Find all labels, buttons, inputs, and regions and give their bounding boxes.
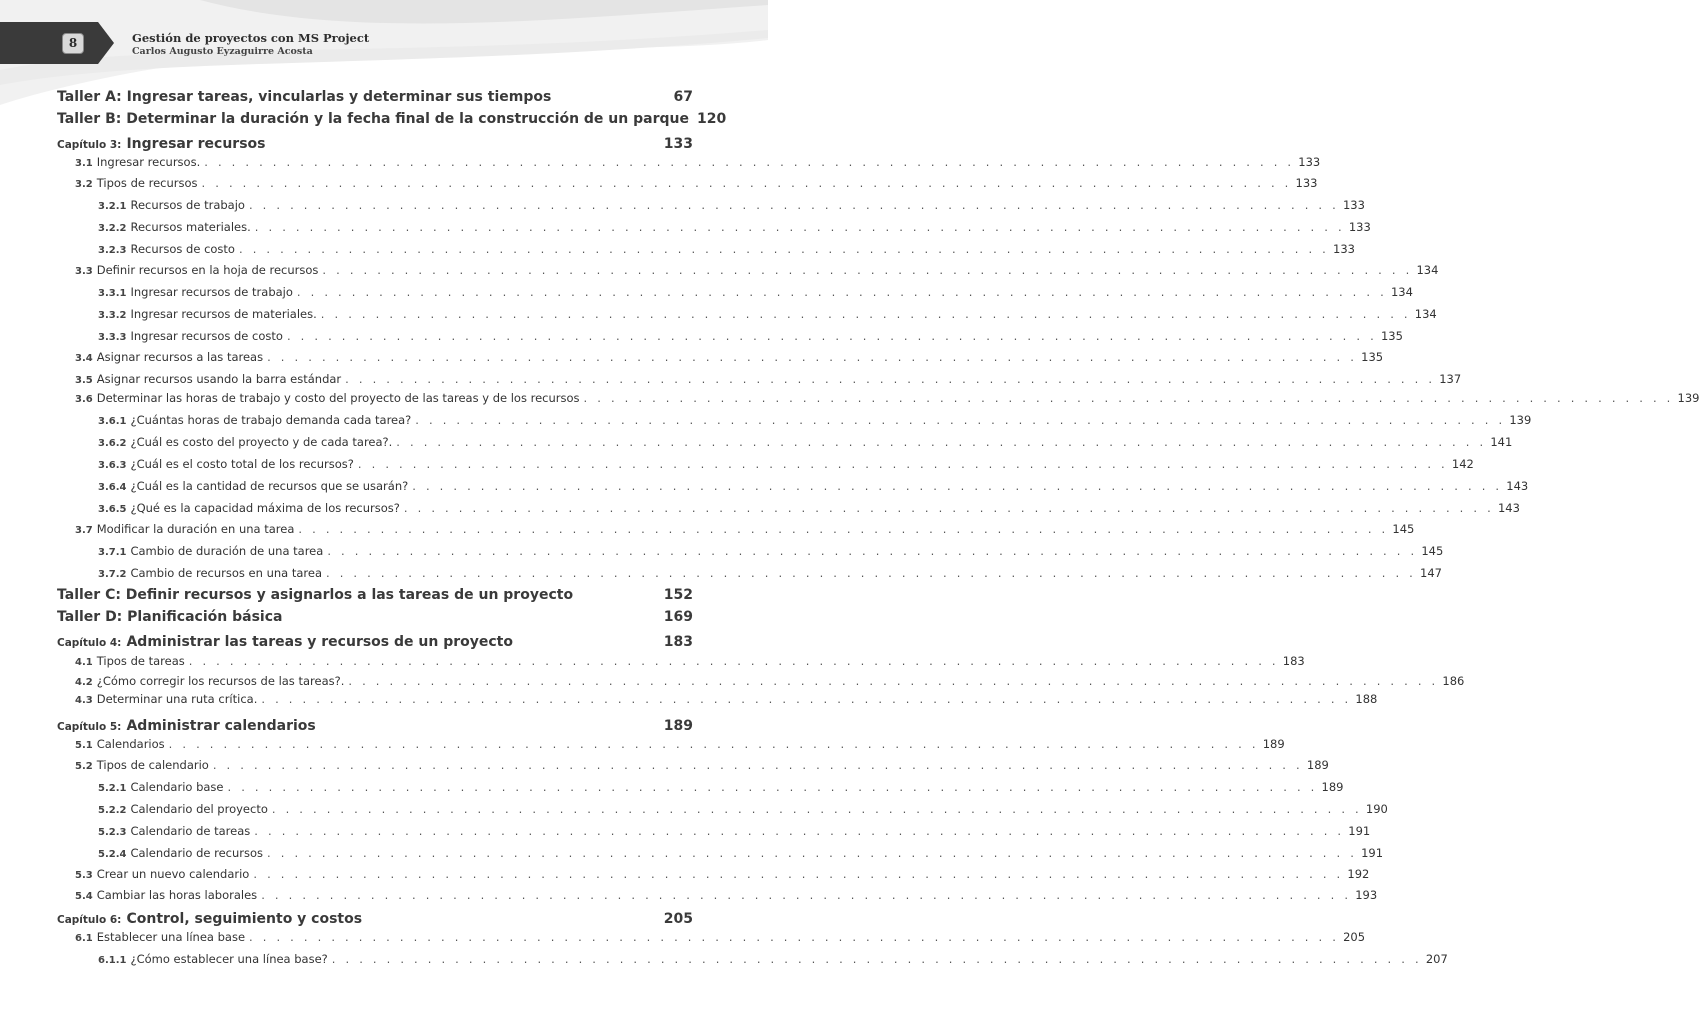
section-number: 5.2 bbox=[75, 761, 93, 772]
toc-entry bbox=[98, 824, 1371, 838]
dot-leader: . . . . . . . . . . . . . . . . . . . . . . . . . . . . . . . . . . . . . . . . . . . . . . . . . . . . . . . . . . . . . . . . . . . . . . . . . . . . . . . . bbox=[415, 413, 1506, 427]
toc-entry bbox=[75, 867, 1370, 881]
toc-entry bbox=[57, 609, 693, 625]
section-title: Asignar recursos a las tareas bbox=[96, 350, 264, 364]
toc-entry-text bbox=[57, 631, 513, 650]
section-title: Tipos de recursos bbox=[96, 176, 198, 190]
page-reference: 189 bbox=[663, 718, 693, 734]
toc-entry bbox=[75, 155, 1321, 169]
toc-entry-text bbox=[98, 435, 392, 449]
page-number: 8 bbox=[62, 33, 84, 54]
toc-entry bbox=[75, 391, 1700, 405]
toc-entry bbox=[75, 350, 1384, 364]
section-title: ¿Cuál es el costo total de los recursos? bbox=[130, 457, 354, 471]
page-reference: 67 bbox=[673, 89, 693, 105]
page-reference: 145 bbox=[1421, 544, 1444, 558]
dot-leader: . . . . . . . . . . . . . . . . . . . . . . . . . . . . . . . . . . . . . . . . . . . . . . . . . . . . . . . . . . . . . . . . . . . . . . . . . . . . . . . . bbox=[188, 654, 1279, 668]
toc-entry-text bbox=[75, 888, 257, 902]
dot-leader: . . . . . . . . . . . . . . . . . . . . . . . . . . . . . . . . . . . . . . . . . . . . . . . . . . . . . . . . . . . . . . . . . . . . . . . . . . . . . . . . bbox=[322, 263, 1413, 277]
section-title: ¿Cuál es la cantidad de recursos que se usarán? bbox=[130, 479, 409, 493]
dot-leader: . . . . . . . . . . . . . . . . . . . . . . . . . . . . . . . . . . . . . . . . . . . . . . . . . . . . . . . . . . . . . . . . . . . . . . . . . . . . . . . . bbox=[212, 758, 1303, 772]
toc-entry-text bbox=[75, 692, 257, 706]
section-title: Recursos de costo bbox=[130, 242, 235, 256]
page-reference: 193 bbox=[1355, 888, 1378, 902]
section-number: 4.1 bbox=[75, 657, 93, 668]
dot-leader: . . . . . . . . . . . . . . . . . . . . . . . . . . . . . . . . . . . . . . . . . . . . . . . . . . . . . . . . . . . . . . . . . . . . . . . . . . . . . . . . bbox=[248, 198, 1339, 212]
toc-entry-text bbox=[98, 413, 411, 427]
dot-leader: . . . . . . . . . . . . . . . . . . . . . . . . . . . . . . . . . . . . . . . . . . . . . . . . . . . . . . . . . . . . . . . . . . . . . . . . . . . . . . . . bbox=[227, 780, 1318, 794]
chapter-label: Capítulo 5: bbox=[57, 721, 122, 733]
dot-leader: . . . . . . . . . . . . . . . . . . . . . . . . . . . . . . . . . . . . . . . . . . . . . . . . . . . . . . . . . . . . . . . . . . . . . . . . . . . . . . . . bbox=[254, 824, 1345, 838]
page-reference: 183 bbox=[1282, 654, 1305, 668]
section-number: 5.2.4 bbox=[98, 849, 127, 860]
section-title: Establecer una línea base bbox=[96, 930, 246, 944]
section-number: 4.2 bbox=[75, 677, 93, 688]
section-title: Ingresar recursos de costo bbox=[130, 329, 283, 343]
page-reference: 183 bbox=[663, 634, 693, 650]
toc-entry-text bbox=[98, 544, 323, 558]
dot-leader: . . . . . . . . . . . . . . . . . . . . . . . . . . . . . . . . . . . . . . . . . . . . . . . . . . . . . . . . . . . . . . . . . . . . . . . . . . . . . . . . bbox=[204, 155, 1295, 169]
toc-entry-text: Taller B: Determinar la duración y la fecha final de la construcción de un parque bbox=[57, 111, 689, 127]
section-title: ¿Cuál es costo del proyecto y de cada tarea?. bbox=[130, 435, 393, 449]
toc-entry bbox=[75, 263, 1439, 277]
toc-entry-text bbox=[75, 350, 263, 364]
dot-leader: . . . . . . . . . . . . . . . . . . . . . . . . . . . . . . . . . . . . . . . . . . . . . . . . . . . . . . . . . . . . . . . . . . . . . . . . . . . . . . . . bbox=[238, 242, 1330, 256]
section-number: 3.2.3 bbox=[98, 245, 127, 256]
toc-entry bbox=[98, 435, 1513, 449]
page-reference: 120 bbox=[696, 111, 727, 127]
dot-leader: . . . . . . . . . . . . . . . . . . . . . . . . . . . . . . . . . . . . . . . . . . . . . . . . . . . . . . . . . . . . . . . . . . . . . . . . . . . . . . . . bbox=[254, 220, 1345, 234]
page-reference: 139 bbox=[1677, 391, 1700, 405]
dot-leader: . . . . . . . . . . . . . . . . . . . . . . . . . . . . . . . . . . . . . . . . . . . . . . . . . . . . . . . . . . . . . . . . . . . . . . . . . . . . . . . . bbox=[331, 952, 1422, 966]
dot-leader: . . . . . . . . . . . . . . . . . . . . . . . . . . . . . . . . . . . . . . . . . . . . . . . . . . . . . . . . . . . . . . . . . . . . . . . . . . . . . . . . bbox=[348, 674, 1439, 688]
section-number: 3.2.1 bbox=[98, 201, 127, 212]
toc-entry-text bbox=[57, 908, 362, 927]
section-title: ¿Cómo corregir los recursos de las tareas?. bbox=[96, 674, 345, 688]
chapter-title: Administrar las tareas y recursos de un proyecto bbox=[126, 634, 513, 650]
section-title: Modificar la duración en una tarea bbox=[96, 522, 295, 536]
section-title: Tipos de tareas bbox=[96, 654, 185, 668]
page-reference: 134 bbox=[1390, 285, 1413, 299]
section-title: Ingresar recursos. bbox=[96, 155, 201, 169]
section-number: 3.7.2 bbox=[98, 569, 127, 580]
page-reference: 189 bbox=[1321, 780, 1344, 794]
page-reference: 145 bbox=[1392, 522, 1415, 536]
section-number: 3.6.3 bbox=[98, 460, 127, 471]
section-number: 3.1 bbox=[75, 158, 93, 169]
book-title: Gestión de proyectos con MS Project bbox=[132, 31, 370, 45]
toc-entry bbox=[98, 329, 1403, 343]
section-title: Calendario del proyecto bbox=[130, 802, 268, 816]
chapter-title: Ingresar recursos bbox=[126, 136, 266, 152]
toc-entry-text bbox=[75, 372, 341, 386]
page-reference: 189 bbox=[1262, 737, 1285, 751]
dot-leader: . . . . . . . . . . . . . . . . . . . . . . . . . . . . . . . . . . . . . . . . . . . . . . . . . . . . . . . . . . . . . . . . . . . . . . . . . . . . . . . . bbox=[168, 737, 1259, 751]
section-title: Tipos de calendario bbox=[96, 758, 209, 772]
dot-leader: . . . . . . . . . . . . . . . . . . . . . . . . . . . . . . . . . . . . . . . . . . . . . . . . . . . . . . . . . . . . . . . . . . . . . . . . . . . . . . . . bbox=[583, 391, 1674, 405]
toc-entry bbox=[98, 846, 1384, 860]
toc-entry bbox=[98, 198, 1365, 212]
section-title: Recursos materiales. bbox=[130, 220, 251, 234]
toc-entry-text bbox=[98, 457, 354, 471]
page-reference: 133 bbox=[1295, 176, 1318, 190]
section-title: Calendarios bbox=[96, 737, 165, 751]
dot-leader: . . . . . . . . . . . . . . . . . . . . . . . . . . . . . . . . . . . . . . . . . . . . . . . . . . . . . . . . . . . . . . . . . . . . . . . . . . . . . . . . bbox=[267, 350, 1358, 364]
toc-entry-text bbox=[98, 285, 293, 299]
toc-entry bbox=[57, 89, 693, 105]
toc-entry bbox=[98, 566, 1442, 580]
toc-entry-text bbox=[98, 329, 283, 343]
dot-leader: . . . . . . . . . . . . . . . . . . . . . . . . . . . . . . . . . . . . . . . . . . . . . . . . . . . . . . . . . . . . . . . . . . . . . . . . . . . . . . . . bbox=[403, 501, 1494, 515]
dot-leader: . . . . . . . . . . . . . . . . . . . . . . . . . . . . . . . . . . . . . . . . . . . . . . . . . . . . . . . . . . . . . . . . . . . . . . . . . . . . . . . . bbox=[357, 457, 1448, 471]
toc-entry bbox=[75, 930, 1366, 944]
section-title: Recursos de trabajo bbox=[130, 198, 245, 212]
dot-leader: . . . . . . . . . . . . . . . . . . . . . . . . . . . . . . . . . . . . . . . . . . . . . . . . . . . . . . . . . . . . . . . . . . . . . . . . . . . . . . . . bbox=[412, 479, 1503, 493]
dot-leader: . . . . . . . . . . . . . . . . . . . . . . . . . . . . . . . . . . . . . . . . . . . . . . . . . . . . . . . . . . . . . . . . . . . . . . . . . . . . . . . . bbox=[296, 285, 1387, 299]
section-number: 6.1 bbox=[75, 933, 93, 944]
page-reference: 134 bbox=[1414, 307, 1437, 321]
toc-entry bbox=[57, 587, 693, 603]
dot-leader: . . . . . . . . . . . . . . . . . . . . . . . . . . . . . . . . . . . . . . . . . . . . . . . . . . . . . . . . . . . . . . . . . . . . . . . . . . . . . . . . bbox=[320, 307, 1411, 321]
page-reference: 141 bbox=[1490, 435, 1513, 449]
chapter-title: Control, seguimiento y costos bbox=[126, 911, 363, 927]
section-number: 3.3.3 bbox=[98, 332, 127, 343]
toc-entry bbox=[98, 952, 1448, 966]
dot-leader: . . . . . . . . . . . . . . . . . . . . . . . . . . . . . . . . . . . . . . . . . . . . . . . . . . . . . . . . . . . . . . . . . . . . . . . . . . . . . . . . bbox=[326, 566, 1417, 580]
dot-leader: . . . . . . . . . . . . . . . . . . . . . . . . . . . . . . . . . . . . . . . . . . . . . . . . . . . . . . . . . . . . . . . . . . . . . . . . . . . . . . . . bbox=[249, 930, 1340, 944]
toc-entry-text bbox=[98, 501, 400, 515]
section-title: Calendario base bbox=[130, 780, 224, 794]
dot-leader: . . . . . . . . . . . . . . . . . . . . . . . . . . . . . . . . . . . . . . . . . . . . . . . . . . . . . . . . . . . . . . . . . . . . . . . . . . . . . . . . bbox=[327, 544, 1418, 558]
toc-entry-text bbox=[98, 802, 268, 816]
dot-leader: . . . . . . . . . . . . . . . . . . . . . . . . . . . . . . . . . . . . . . . . . . . . . . . . . . . . . . . . . . . . . . . . . . . . . . . . . . . . . . . . bbox=[286, 329, 1377, 343]
section-number: 3.4 bbox=[75, 353, 93, 364]
toc-entry-text bbox=[75, 758, 209, 772]
toc-entry-text bbox=[75, 867, 249, 881]
section-number: 5.2.3 bbox=[98, 827, 127, 838]
toc-entry bbox=[98, 457, 1474, 471]
section-number: 5.2.1 bbox=[98, 783, 127, 794]
page-reference: 205 bbox=[1343, 930, 1366, 944]
toc-entry-text bbox=[98, 479, 408, 493]
toc-entry-text bbox=[57, 715, 316, 734]
toc-entry bbox=[98, 307, 1437, 321]
section-number: 3.5 bbox=[75, 375, 93, 386]
toc-entry bbox=[75, 692, 1378, 706]
toc-entry bbox=[75, 176, 1318, 190]
section-number: 3.2.2 bbox=[98, 223, 127, 234]
page-reference: 142 bbox=[1451, 457, 1474, 471]
page-reference: 133 bbox=[1348, 220, 1371, 234]
toc-entry bbox=[57, 111, 727, 127]
section-title: Determinar las horas de trabajo y costo del proyecto de las tareas y de los recursos bbox=[96, 391, 580, 405]
toc-entry-text bbox=[98, 780, 224, 794]
toc-entry bbox=[57, 631, 693, 650]
section-number: 3.7 bbox=[75, 525, 93, 536]
dot-leader: . . . . . . . . . . . . . . . . . . . . . . . . . . . . . . . . . . . . . . . . . . . . . . . . . . . . . . . . . . . . . . . . . . . . . . . . . . . . . . . . bbox=[253, 867, 1344, 881]
section-title: Cambio de duración de una tarea bbox=[130, 544, 324, 558]
section-number: 3.3.1 bbox=[98, 288, 127, 299]
toc-entry-text: Taller D: Planificación básica bbox=[57, 609, 283, 625]
page-reference: 133 bbox=[1298, 155, 1321, 169]
page-reference: 186 bbox=[1442, 674, 1465, 688]
toc-entry bbox=[57, 908, 693, 927]
page-reference: 205 bbox=[663, 911, 693, 927]
page-reference: 143 bbox=[1506, 479, 1529, 493]
page-reference: 137 bbox=[1439, 372, 1462, 386]
section-title: Cambio de recursos en una tarea bbox=[130, 566, 322, 580]
section-title: ¿Cómo establecer una línea base? bbox=[130, 952, 328, 966]
toc-entry bbox=[98, 285, 1413, 299]
page-reference: 152 bbox=[663, 587, 693, 603]
chapter-label: Capítulo 3: bbox=[57, 139, 122, 151]
page-reference: 139 bbox=[1509, 413, 1532, 427]
section-title: Calendario de tareas bbox=[130, 824, 251, 838]
toc-entry bbox=[75, 372, 1462, 386]
chapter-label: Capítulo 6: bbox=[57, 914, 122, 926]
dot-leader: . . . . . . . . . . . . . . . . . . . . . . . . . . . . . . . . . . . . . . . . . . . . . . . . . . . . . . . . . . . . . . . . . . . . . . . . . . . . . . . . bbox=[201, 176, 1292, 190]
toc-entry-text bbox=[75, 654, 185, 668]
section-title: Cambiar las horas laborales bbox=[96, 888, 258, 902]
page-reference: 135 bbox=[1361, 350, 1384, 364]
toc-entry bbox=[98, 802, 1388, 816]
toc-entry-text bbox=[98, 824, 250, 838]
toc-entry-text: Taller A: Ingresar tareas, vincularlas y determinar sus tiempos bbox=[57, 89, 552, 105]
toc-entry-text bbox=[98, 242, 235, 256]
page-reference: 191 bbox=[1361, 846, 1384, 860]
toc-entry-text bbox=[75, 176, 198, 190]
toc-entry bbox=[75, 758, 1329, 772]
section-title: Crear un nuevo calendario bbox=[96, 867, 250, 881]
dot-leader: . . . . . . . . . . . . . . . . . . . . . . . . . . . . . . . . . . . . . . . . . . . . . . . . . . . . . . . . . . . . . . . . . . . . . . . . . . . . . . . . bbox=[298, 522, 1389, 536]
toc-entry-text bbox=[75, 930, 245, 944]
toc-entry-text bbox=[98, 198, 245, 212]
chapter-title: Administrar calendarios bbox=[126, 718, 316, 734]
section-title: Definir recursos en la hoja de recursos bbox=[96, 263, 319, 277]
toc-entry bbox=[98, 544, 1444, 558]
section-number: 3.6 bbox=[75, 394, 93, 405]
toc-entry-text bbox=[57, 133, 265, 152]
toc-entry-text bbox=[98, 566, 322, 580]
section-title: ¿Cuántas horas de trabajo demanda cada tarea? bbox=[130, 413, 412, 427]
toc-entry bbox=[75, 888, 1378, 902]
page-reference: 133 bbox=[1342, 198, 1365, 212]
toc-entry bbox=[98, 780, 1344, 794]
page-reference: 147 bbox=[1420, 566, 1442, 580]
section-number: 4.3 bbox=[75, 695, 93, 706]
toc-entry-text bbox=[75, 155, 200, 169]
section-number: 5.2.2 bbox=[98, 805, 127, 816]
book-author: Carlos Augusto Eyzaguirre Acosta bbox=[132, 46, 313, 57]
section-number: 3.3 bbox=[75, 266, 93, 277]
dot-leader: . . . . . . . . . . . . . . . . . . . . . . . . . . . . . . . . . . . . . . . . . . . . . . . . . . . . . . . . . . . . . . . . . . . . . . . . . . . . . . . . bbox=[261, 692, 1352, 706]
section-title: Calendario de recursos bbox=[130, 846, 264, 860]
toc-entry-text bbox=[98, 307, 317, 321]
toc-entry-text bbox=[75, 263, 318, 277]
section-number: 5.1 bbox=[75, 740, 93, 751]
section-title: Determinar una ruta crítica. bbox=[96, 692, 258, 706]
toc-entry bbox=[98, 413, 1532, 427]
page-reference: 143 bbox=[1497, 501, 1520, 515]
page-reference: 133 bbox=[663, 136, 693, 152]
page-reference: 190 bbox=[1365, 802, 1388, 816]
toc-entry bbox=[98, 479, 1529, 493]
section-number: 3.6.4 bbox=[98, 482, 127, 493]
page-reference: 133 bbox=[1333, 242, 1355, 256]
toc-entry-text bbox=[98, 220, 251, 234]
section-number: 5.4 bbox=[75, 891, 93, 902]
toc-entry bbox=[75, 522, 1415, 536]
dot-leader: . . . . . . . . . . . . . . . . . . . . . . . . . . . . . . . . . . . . . . . . . . . . . . . . . . . . . . . . . . . . . . . . . . . . . . . . . . . . . . . . bbox=[261, 888, 1352, 902]
section-number: 5.3 bbox=[75, 870, 93, 881]
section-number: 3.6.2 bbox=[98, 438, 127, 449]
page-reference: 169 bbox=[663, 609, 693, 625]
toc-entry bbox=[98, 501, 1520, 515]
page-reference: 134 bbox=[1416, 263, 1439, 277]
toc-entry bbox=[57, 133, 693, 152]
page-reference: 207 bbox=[1425, 952, 1448, 966]
section-number: 3.3.2 bbox=[98, 310, 127, 321]
dot-leader: . . . . . . . . . . . . . . . . . . . . . . . . . . . . . . . . . . . . . . . . . . . . . . . . . . . . . . . . . . . . . . . . . . . . . . . . . . . . . . . . bbox=[396, 435, 1487, 449]
toc-entry bbox=[98, 242, 1355, 256]
page-reference: 135 bbox=[1380, 329, 1403, 343]
section-number: 3.2 bbox=[75, 179, 93, 190]
page-number-tab bbox=[0, 22, 114, 64]
toc-entry-text bbox=[75, 674, 344, 688]
section-title: ¿Qué es la capacidad máxima de los recursos? bbox=[130, 501, 400, 515]
page-reference: 188 bbox=[1355, 692, 1378, 706]
section-title: Ingresar recursos de materiales. bbox=[130, 307, 317, 321]
dot-leader: . . . . . . . . . . . . . . . . . . . . . . . . . . . . . . . . . . . . . . . . . . . . . . . . . . . . . . . . . . . . . . . . . . . . . . . . . . . . . . . . bbox=[271, 802, 1362, 816]
toc-entry-text bbox=[98, 846, 263, 860]
section-title: Asignar recursos usando la barra estándar bbox=[96, 372, 342, 386]
section-number: 6.1.1 bbox=[98, 955, 127, 966]
page-reference: 192 bbox=[1347, 867, 1370, 881]
toc-entry bbox=[75, 737, 1285, 751]
toc-entry-text bbox=[98, 952, 328, 966]
toc-entry-text bbox=[75, 522, 294, 536]
chapter-label: Capítulo 4: bbox=[57, 637, 122, 649]
toc-entry-text bbox=[75, 737, 165, 751]
toc-entry bbox=[75, 674, 1465, 688]
toc-entry bbox=[75, 654, 1305, 668]
page-reference: 189 bbox=[1306, 758, 1329, 772]
toc-entry bbox=[57, 715, 693, 734]
section-title: Ingresar recursos de trabajo bbox=[130, 285, 293, 299]
section-number: 3.7.1 bbox=[98, 547, 127, 558]
toc-entry-text: Taller C: Definir recursos y asignarlos a las tareas de un proyecto bbox=[57, 587, 574, 603]
page-reference: 191 bbox=[1348, 824, 1371, 838]
dot-leader: . . . . . . . . . . . . . . . . . . . . . . . . . . . . . . . . . . . . . . . . . . . . . . . . . . . . . . . . . . . . . . . . . . . . . . . . . . . . . . . . bbox=[267, 846, 1358, 860]
section-number: 3.6.5 bbox=[98, 504, 127, 515]
dot-leader: . . . . . . . . . . . . . . . . . . . . . . . . . . . . . . . . . . . . . . . . . . . . . . . . . . . . . . . . . . . . . . . . . . . . . . . . . . . . . . . . bbox=[345, 372, 1436, 386]
toc-entry bbox=[98, 220, 1371, 234]
section-number: 3.6.1 bbox=[98, 416, 127, 427]
toc-entry-text bbox=[75, 391, 580, 405]
